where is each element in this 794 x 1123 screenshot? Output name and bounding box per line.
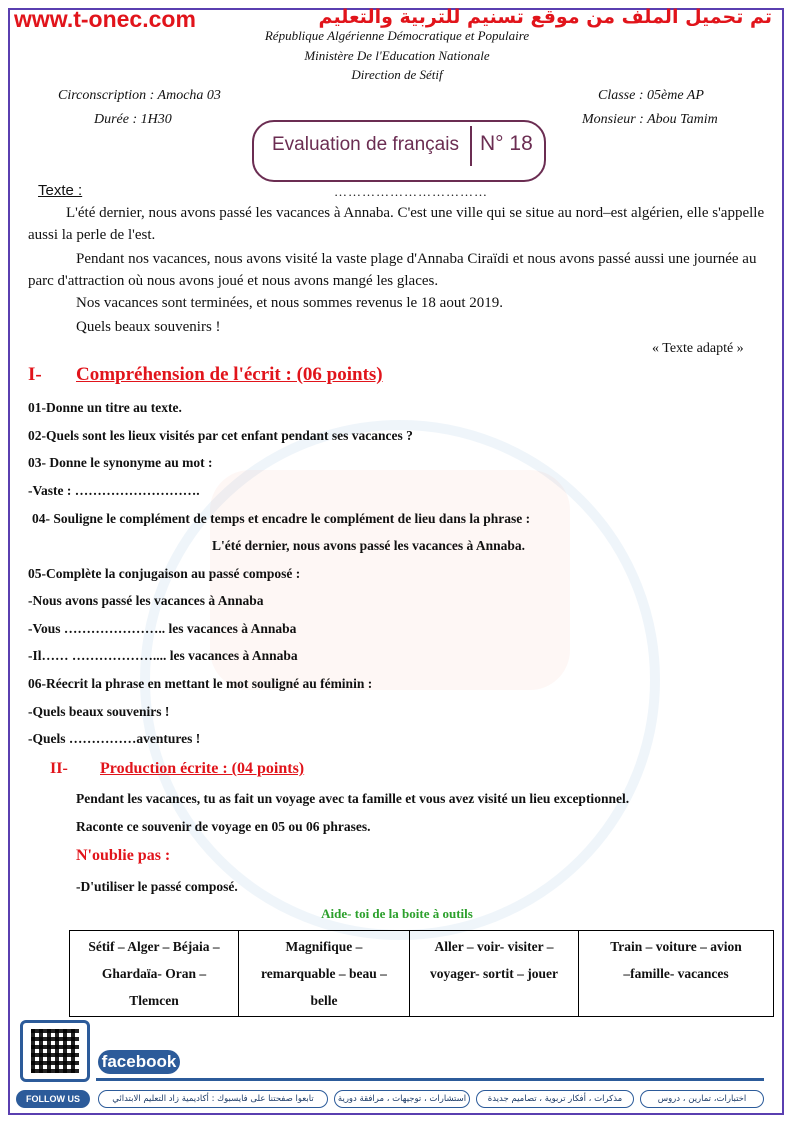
table-cell-line: Magnifique – [285, 939, 363, 954]
follow-us-badge[interactable]: FOLLOW US [16, 1090, 90, 1108]
texte-paragraph-4: Quels beaux souvenirs ! [76, 319, 221, 335]
qr-code[interactable] [20, 1020, 90, 1082]
footer-pill-3: استشارات ، توجيهات ، مرافقة دورية [334, 1090, 470, 1108]
question-2: 02-Quels sont les lieux visités par cet enfant pendant ses vacances ? [28, 428, 413, 443]
toolbox-cell-places [70, 931, 239, 1017]
meta-monsieur: Monsieur : Abou Tamim [582, 112, 718, 127]
question-6-line-1: -Quels beaux souvenirs ! [28, 704, 170, 719]
toolbox-cell-adjectives [239, 931, 410, 1017]
texte-paragraph-1: L'été dernier, nous avons passé les vacances à Annaba. C'est une ville qui se situe au nord–est algérien, elle s'appelle aussi la perle de l'est. [28, 205, 765, 243]
table-cell-line: Train – voiture – avion [610, 939, 742, 954]
table-cell-line: –famille- vacances [623, 966, 729, 981]
site-arabic-notice: تم تحميل الملف من موقع تسنيم للتربية والتعليم [318, 6, 772, 28]
table-cell-line: belle [310, 993, 338, 1008]
toolbox-table [69, 930, 774, 1017]
texte-source: « Texte adapté » [652, 341, 744, 356]
question-6-line-2: -Quels ……………aventures ! [28, 731, 201, 746]
table-row [70, 931, 774, 1017]
question-1: 01-Donne un titre au texte. [28, 400, 182, 415]
meta-duree: Durée : 1H30 [94, 112, 172, 127]
table-cell-line: remarquable – beau – [261, 966, 387, 981]
header-republic: République Algérienne Démocratique et Populaire [264, 28, 530, 43]
question-4: 04- Souligne le complément de temps et encadre le complément de lieu dans la phrase : [32, 511, 531, 526]
evaluation-number: N° 18 [480, 132, 533, 155]
table-cell-line: Ghardaïa- Oran – [101, 966, 207, 981]
question-5-line-3: -Il…… ……………….... les vacances à Annaba [28, 648, 298, 663]
site-url[interactable]: www.t-onec.com [14, 6, 196, 32]
question-4-sentence: L'été dernier, nous avons passé les vacances à Annaba. [212, 538, 526, 553]
question-5: 05-Complète la conjugaison au passé composé : [28, 566, 301, 581]
title-separator [470, 126, 472, 166]
table-cell-line: Tlemcen [129, 993, 179, 1008]
question-5-line-2: -Vous ………………….. les vacances à Annaba [28, 621, 297, 636]
page-title: Evaluation de français [272, 134, 459, 155]
meta-classe: Classe : 05ème AP [598, 88, 704, 103]
reminder-text: -D'utiliser le passé composé. [76, 879, 238, 894]
texte-paragraph-3: Nos vacances sont terminées, et nous sommes revenus le 18 aout 2019. [76, 295, 503, 311]
question-6: 06-Réecrit la phrase en mettant le mot souligné au féminin : [28, 676, 373, 691]
section2-number: II- [50, 760, 68, 777]
texte-paragraph-2: Pendant nos vacances, nous avons visité la vaste plage d'Annaba Ciraïdi et nous avons passé aussi une journée au parc d'attraction où nous avons joué et nous avons mangé les glaces. [28, 251, 757, 289]
toolbox-caption: Aide- toi de la boite à outils [321, 906, 473, 921]
footer-pill-1: اختبارات، تمارين ، دروس [640, 1090, 764, 1108]
section1-title: Compréhension de l'écrit : (06 points) [76, 364, 383, 385]
table-cell-line: voyager- sortit – jouer [429, 966, 559, 981]
meta-circonscription: Circonscription : Amocha 03 [58, 88, 221, 103]
table-cell-line: Aller – voir- visiter – [434, 939, 554, 954]
question-3-answer: -Vaste : ………………………. [28, 483, 200, 498]
question-5-line-1: -Nous avons passé les vacances à Annaba [28, 593, 264, 608]
section2-title: Production écrite : (04 points) [100, 760, 305, 777]
table-cell-line: Sétif – Alger – Béjaia – [88, 939, 220, 954]
header-direction: Direction de Sétif [351, 67, 443, 82]
toolbox-cell-nouns [579, 931, 774, 1017]
toolbox-cell-verbs [410, 931, 579, 1017]
texte-label: Texte : [38, 182, 83, 199]
production-instruction-1: Pendant les vacances, tu as fait un voyage avec ta famille et vous avez visité un lieu exceptionnel. [76, 791, 630, 806]
header-ministry: Ministère De l'Education Nationale [304, 48, 490, 63]
facebook-logo[interactable]: facebook [98, 1050, 180, 1074]
production-instruction-2: Raconte ce souvenir de voyage en 05 ou 06 phrases. [76, 819, 371, 834]
footer-divider [96, 1078, 764, 1081]
reminder-title: N'oublie pas : [76, 847, 171, 864]
section1-number: I- [28, 364, 42, 385]
footer-pill-2: مذكرات ، أفكار تربوية ، تصاميم جديدة [476, 1090, 634, 1108]
question-3: 03- Donne le synonyme au mot : [28, 455, 213, 470]
footer-pill-4: تابعوا صفحتنا على فايسبوك : أكاديمية زاد التعليم الابتدائي [98, 1090, 328, 1108]
texte-title-blank: …………………………… [334, 184, 488, 199]
